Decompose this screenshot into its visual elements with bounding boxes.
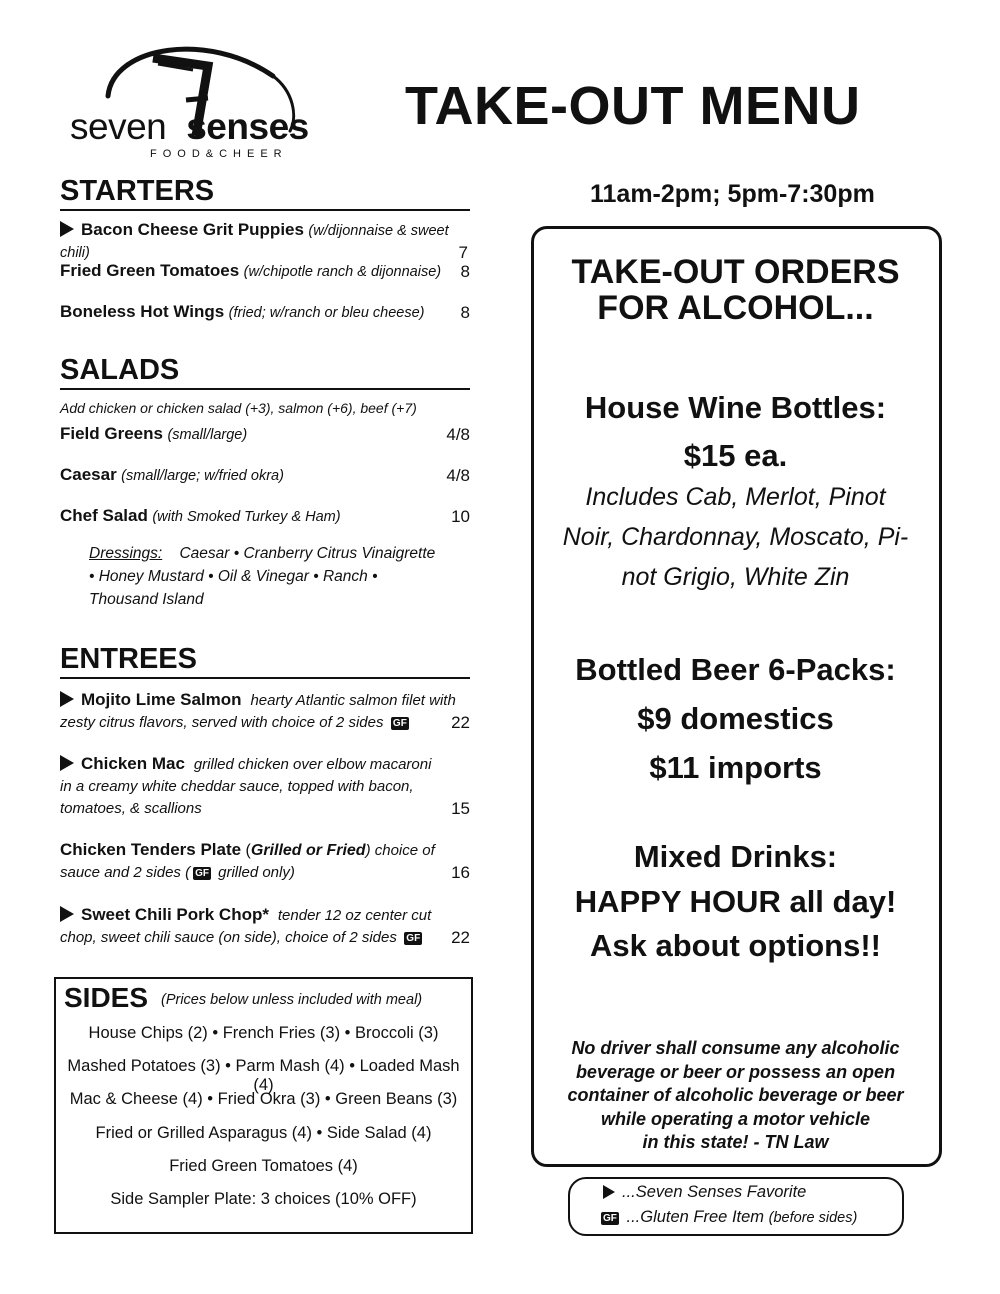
menu-item [60,464,470,487]
item-price: 10 [451,507,470,526]
law-notice: beverage or beer or possess an open [575,1062,896,1082]
page-title: TAKE-OUT MENU [405,76,861,136]
dressings-label: Dressings: [89,545,163,562]
logo-word-senses: senses [186,106,309,147]
dressings-line: Thousand Island [89,591,204,608]
item-price: 8 [460,262,470,281]
menu-item [60,219,470,264]
item-desc: ) choice of [365,842,435,859]
alcohol-heading: FOR ALCOHOL... [597,289,874,327]
item-name: Caesar [60,465,117,484]
menu-item [60,505,470,528]
item-desc: (w/chipotle ranch & dijonnaise) [243,264,442,280]
menu-item [60,301,470,324]
item-desc: (small/large) [167,427,248,443]
item-desc: in a creamy white cheddar sauce, topped with bacon, [60,778,414,795]
sides-note: (Prices below unless included with meal) [161,992,423,1008]
gluten-free-icon: GF [603,1213,617,1224]
item-name: Chef Salad [60,506,148,525]
item-desc: (w/dijonnaise & sweet chili) [60,223,449,261]
item-desc: chop, sweet chili sauce (on side), choice of 2 sides [60,929,397,946]
entrees-heading: ENTREES [60,643,470,679]
item-desc: (with Smoked Turkey & Ham) [152,509,341,525]
sides-line: Fried Green Tomatoes (4) [169,1157,358,1175]
item-name: Sweet Chili Pork Chop* [81,905,269,924]
salads-note: Add chicken or chicken salad (+3), salmon (+6), beef (+7) [60,400,417,416]
sides-line: Side Sampler Plate: 3 choices (10% OFF) [110,1190,417,1208]
item-desc: zesty citrus flavors, served with choice of 2 sides [60,714,384,731]
item-paren: ( [241,842,251,859]
menu-item [60,423,470,446]
law-notice: in this state! - TN Law [642,1132,829,1152]
item-name: Chicken Mac [81,754,185,773]
wine-list: Includes Cab, Merlot, Pinot [585,483,886,511]
law-notice: container of alcoholic beverage or beer [567,1085,904,1105]
happy-hour-text: HAPPY HOUR all day! [574,884,897,919]
wine-title: House Wine Bottles: [584,390,887,425]
item-desc: tomatoes, & scallions [60,800,202,817]
sides-line: House Chips (2) • French Fries (3) • Broccoli (3) [88,1024,439,1042]
beer-title: Bottled Beer 6-Packs: [575,652,896,687]
item-price: 15 [451,799,470,818]
menu-item [60,904,470,949]
item-price: 22 [451,713,470,732]
restaurant-logo [68,36,308,164]
gluten-free-icon: GF [406,933,421,944]
item-name: Chicken Tenders Plate [60,840,242,859]
starters-heading: STARTERS [60,175,470,211]
logo-word-seven: seven [70,106,167,147]
menu-item [60,689,470,734]
sides-line: Fried or Grilled Asparagus (4) • Side Salad (4) [95,1124,432,1142]
mixed-title: Mixed Drinks: [633,839,838,874]
item-desc: grilled chicken over elbow macaroni [193,756,432,773]
item-desc: sauce and 2 sides ( [60,864,191,881]
item-price: 22 [451,928,470,947]
item-style: Grilled or Fried [250,842,366,859]
menu-item [60,753,470,820]
dressings-line: • Honey Mustard • Oil & Vinegar • Ranch • [89,568,378,585]
item-price: 4/8 [446,425,470,444]
favorite-icon [60,906,74,922]
gluten-free-icon: GF [195,868,209,879]
item-name: Fried Green Tomatoes [60,261,240,280]
item-name: Bacon Cheese Grit Puppies [81,220,304,239]
item-name: Field Greens [60,424,163,443]
item-desc: tender 12 oz center cut [277,907,432,924]
favorite-icon [603,1185,615,1199]
legend-gf-note: (before sides) [768,1210,858,1226]
item-price: 4/8 [446,466,470,485]
sides-line: Mac & Cheese (4) • Fried Okra (3) • Green Beans (3) [69,1090,458,1108]
item-name: Boneless Hot Wings [60,302,225,321]
item-desc: hearty Atlantic salmon filet with [250,692,456,709]
salads-heading: SALADS [60,354,470,390]
beer-domestic-price: $9 domestics [637,701,834,736]
gluten-free-icon: GF [392,718,407,729]
item-price: 8 [460,303,470,322]
item-desc: (fried; w/ranch or bleu cheese) [228,305,425,321]
menu-item [60,839,470,884]
favorite-icon [60,691,74,707]
sides-heading: SIDES [64,982,149,1013]
legend-favorite-text: ...Seven Senses Favorite [622,1183,807,1201]
item-desc: grilled only) [213,864,295,881]
wine-list: not Grigio, White Zin [621,563,850,591]
menu-item [60,260,470,283]
logo-tagline: FOOD&CHEER [150,148,288,160]
ask-options-text: Ask about options!! [589,928,882,963]
favorite-icon [60,221,74,237]
item-desc: (small/large; w/fried okra) [121,468,284,484]
dressings-list [89,542,474,611]
item-price: 16 [451,863,470,882]
alcohol-box [531,226,942,1167]
sides-line: Mashed Potatoes (3) • Parm Mash (4) • Loaded Mash (4) [67,1057,460,1094]
wine-price: $15 ea. [683,438,788,473]
law-notice: No driver shall consume any alcoholic [571,1038,900,1058]
legend-gluten-free [598,1208,857,1227]
legend-favorite [603,1183,806,1202]
law-notice: while operating a motor vehicle [600,1109,871,1129]
item-price: 7 [458,243,468,262]
item-name: Mojito Lime Salmon [81,690,242,709]
alcohol-heading: TAKE-OUT ORDERS [571,253,900,291]
beer-import-price: $11 imports [649,750,822,785]
legend-gf-text: ...Gluten Free Item [626,1208,765,1226]
wine-list: Noir, Chardonnay, Moscato, Pi- [562,523,909,551]
hours-text: 11am-2pm; 5pm-7:30pm [590,180,875,208]
logo-wordmark [70,106,309,148]
dressings-line: Caesar • Cranberry Citrus Vinaigrette [179,545,436,562]
favorite-icon [60,755,74,771]
